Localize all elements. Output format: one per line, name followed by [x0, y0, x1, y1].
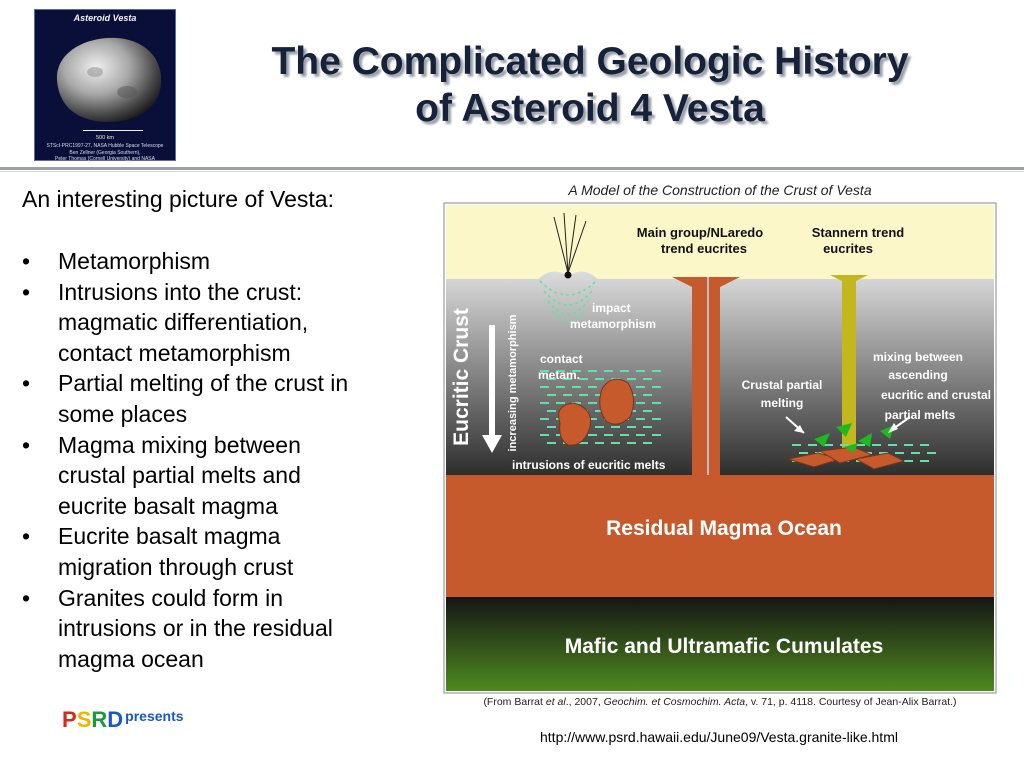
- label-contact: contact: [540, 352, 583, 366]
- bullet-item: [22, 368, 430, 429]
- label-mixing-2: ascending: [888, 368, 948, 382]
- label-increasing-metamorphism: increasing metamorphism: [507, 314, 519, 452]
- label-intrusions: intrusions of eucritic melts: [512, 458, 666, 472]
- thumbnail-scale: 500 km: [95, 135, 115, 141]
- title-line-1: The Complicated Geologic History: [271, 40, 909, 83]
- bullet-text: magmatic differentiation,: [58, 309, 309, 336]
- bullet-text: magma ocean: [58, 645, 204, 672]
- credit-line: Ben Zellner (Georgia Southern),: [69, 149, 141, 156]
- bullet-item: [22, 521, 430, 582]
- label-crustal-partial-2: melting: [760, 396, 804, 410]
- credit-line: STScI-PRC1997-27, NASA Hubble Space Telescope: [46, 143, 164, 149]
- label-impact: impact: [592, 301, 631, 315]
- label-contact-2: metam.: [538, 368, 581, 382]
- bullet-marker: •: [22, 584, 31, 611]
- logo-letter-p: P: [62, 707, 77, 732]
- bullet-text: Granites could form in: [58, 584, 283, 611]
- label-eucritic-crust: Eucritic Crust: [450, 308, 473, 446]
- label-impact-2: metamorphism: [570, 317, 657, 331]
- bullet-text: Metamorphism: [58, 248, 211, 274]
- bullet-list: [22, 246, 430, 674]
- title-divider-shadow: [0, 171, 1024, 172]
- vesta-asteroid-image: [35, 22, 175, 140]
- bullet-marker: •: [22, 523, 31, 550]
- bullet-marker: •: [22, 370, 31, 397]
- bullet-item: [22, 430, 430, 522]
- psrd-logo: [62, 707, 184, 733]
- source-url[interactable]: http://www.psrd.hawaii.edu/June09/Vesta.granite-like.html: [540, 729, 898, 745]
- bullet-text: Intrusions into the crust:: [58, 278, 303, 305]
- vesta-thumbnail: [34, 9, 176, 161]
- logo-presents: presents: [125, 708, 184, 724]
- bullet-item: [22, 583, 430, 675]
- title-line-2: of Asteroid 4 Vesta: [415, 87, 765, 130]
- bullet-text: crustal partial melts and: [58, 462, 301, 489]
- diagram-caption: (From Barrat et al., 2007, Geochim. et Cosmochim. Acta, v. 71, p. 4118. Courtesy of Jean-Alix Barrat.): [483, 696, 957, 708]
- label-stannern-2: eucrites: [823, 241, 873, 256]
- bullet-text: migration through crust: [58, 553, 294, 580]
- bullet-text: Partial melting of the crust in: [58, 370, 349, 397]
- bullet-text: Magma mixing between: [58, 431, 301, 458]
- label-mixing-4: partial melts: [884, 408, 956, 422]
- bullet-text: intrusions or in the residual: [58, 615, 333, 642]
- slide-title: [190, 38, 990, 132]
- crust-model-diagram: [442, 177, 998, 713]
- label-crustal-partial: Crustal partial: [741, 378, 823, 392]
- bullet-marker: •: [22, 278, 31, 305]
- bullet-text: contact metamorphism: [58, 339, 291, 366]
- intro-text: An interesting picture of Vesta:: [22, 186, 334, 212]
- label-mixing-3: eucritic and crustal: [880, 388, 992, 402]
- credit-line: Peter Thomas (Cornell University) and NASA: [55, 156, 155, 162]
- title-divider: [0, 167, 1024, 170]
- thumbnail-title: Asteroid Vesta: [73, 13, 137, 23]
- label-main-group: Main group/NLaredo: [636, 225, 764, 240]
- scale-bar: [83, 130, 143, 131]
- label-main-group-2: trend eucrites: [661, 241, 747, 256]
- diagram-title: A Model of the Construction of the Crust of Vesta: [568, 182, 872, 198]
- bullet-text: eucrite basalt magma: [58, 492, 278, 519]
- bullet-marker: •: [22, 431, 31, 458]
- bullet-item: [22, 246, 430, 277]
- thumbnail-credit: [37, 143, 173, 163]
- bullet-item: [22, 277, 430, 369]
- label-stannern: Stannern trend: [811, 225, 905, 240]
- bullet-marker: •: [22, 248, 31, 274]
- label-mixing: mixing between: [872, 350, 964, 364]
- logo-letter-s: S: [76, 707, 92, 732]
- bullet-text: some places: [58, 400, 188, 427]
- label-cumulates: Mafic and Ultramafic Cumulates: [564, 635, 884, 658]
- bullet-text: Eucrite basalt magma: [58, 523, 281, 550]
- label-residual-magma-ocean: Residual Magma Ocean: [606, 517, 842, 540]
- logo-letter-d: D: [107, 707, 124, 732]
- logo-letter-r: R: [91, 707, 108, 732]
